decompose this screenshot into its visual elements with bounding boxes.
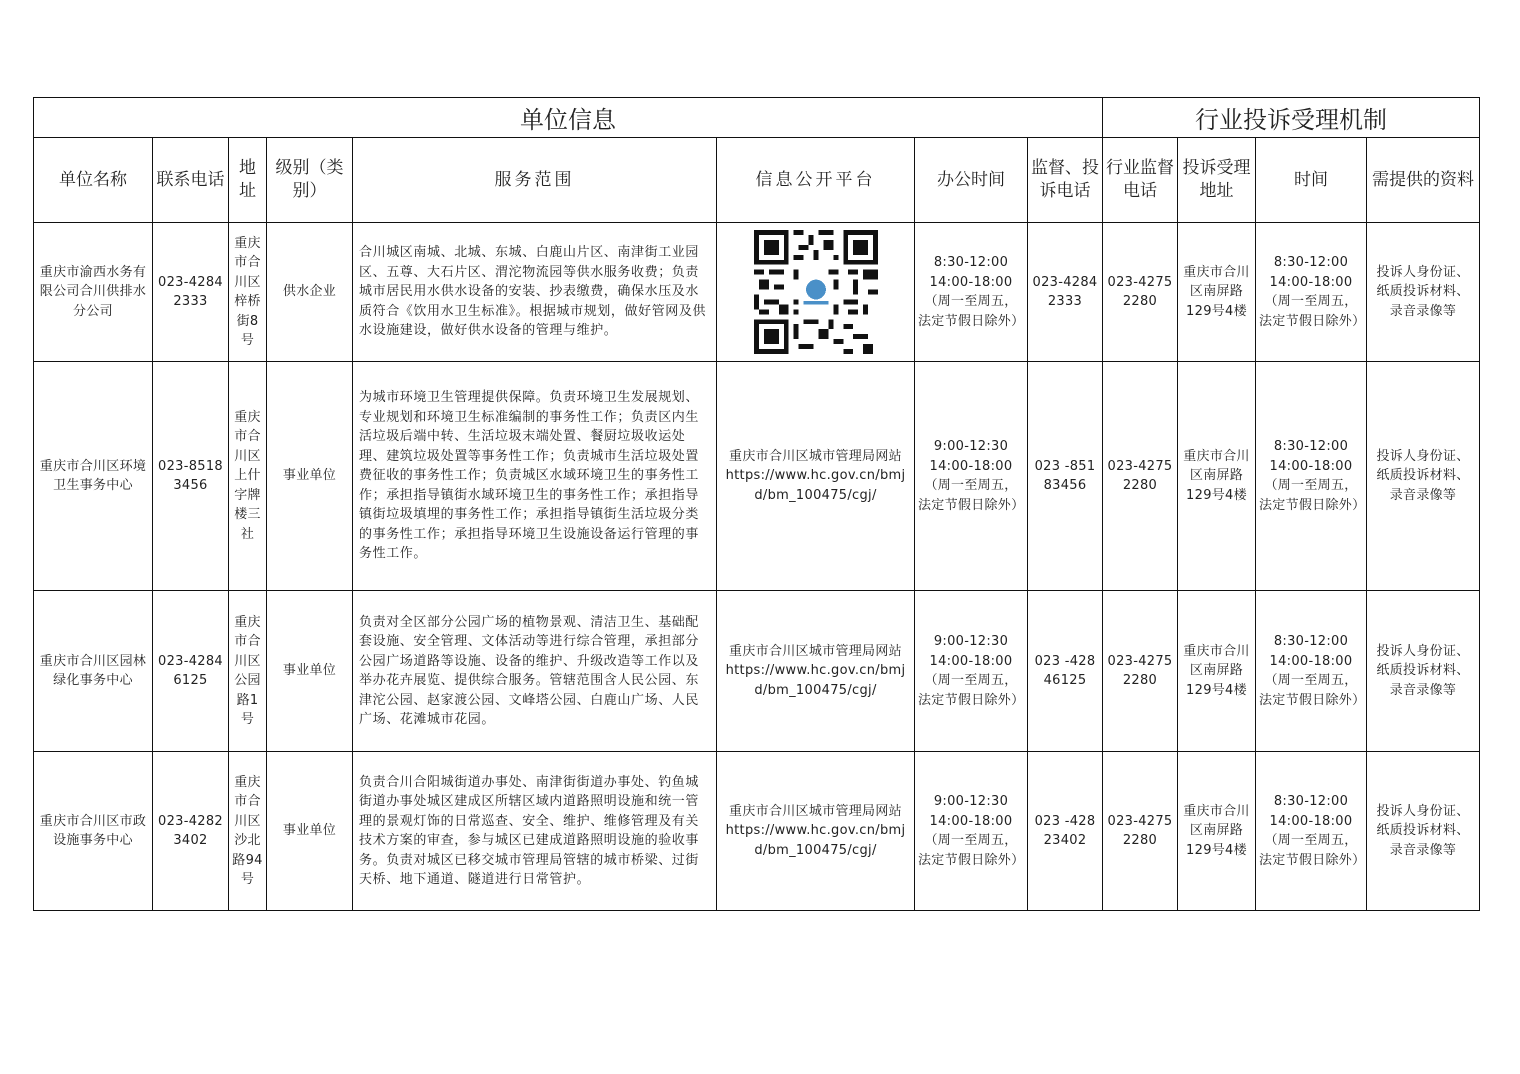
required-materials: 投诉人身份证、纸质投诉材料、录音录像等	[1367, 223, 1480, 362]
required-materials: 投诉人身份证、纸质投诉材料、录音录像等	[1367, 362, 1480, 591]
unit-level: 事业单位	[267, 591, 353, 752]
unit-level: 供水企业	[267, 223, 353, 362]
complaint-time: 8:30-12:00 14:00-18:00 （周一至周五，法定节假日除外）	[1256, 362, 1367, 591]
table-row	[34, 752, 1480, 911]
column-header-level: 级别（类别）	[267, 138, 353, 223]
service-scope: 为城市环境卫生管理提供保障。负责环境卫生发展规划、专业规划和环境卫生标准编制的事务性工作；负责区内生活垃圾后端中转、生活垃圾末端处置、餐厨垃圾收运处理、建筑垃圾处置等事务性工作；负责城市生活垃圾处置费征收的事务性工作；负责城区水域环境卫生的事务性工作；承担指导镇街水域环境卫生的事务性工作；承担指导镇街垃圾填埋的事务性工作；承担指导镇街生活垃圾分类的事务性工作；承担指导环境卫生设施设备运行管理的事务性工作。	[353, 362, 717, 591]
column-header-supervision-phone: 监督、投诉电话	[1028, 138, 1103, 223]
office-hours: 9:00-12:30 14:00-18:00 （周一至周五，法定节假日除外）	[915, 752, 1028, 911]
column-header-phone: 联系电话	[153, 138, 229, 223]
column-header-industry-phone: 行业监督电话	[1103, 138, 1178, 223]
unit-name: 重庆市合川区园林绿化事务中心	[34, 591, 153, 752]
service-scope: 负责合川合阳城街道办事处、南津街街道办事处、钓鱼城街道办事处城区建成区所辖区域内道路照明设施和统一管理的景观灯饰的日常巡查、安全、维护、维修管理及有关技术方案的审查，参与城区已建成道路照明设施的验收事务。负责对城区已移交城市管理局管辖的城市桥梁、过街天桥、地下通道、隧道进行日常管护。	[353, 752, 717, 911]
office-hours: 9:00-12:30 14:00-18:00 （周一至周五，法定节假日除外）	[915, 362, 1028, 591]
complaint-address: 重庆市合川区南屏路129号4楼	[1178, 223, 1256, 362]
info-platform-link[interactable]: 重庆市合川区城市管理局网站 https://www.hc.gov.cn/bmjd/bm_100475/cgj/	[717, 591, 915, 752]
complaint-time: 8:30-12:00 14:00-18:00 （周一至周五，法定节假日除外）	[1256, 752, 1367, 911]
table-row	[34, 362, 1480, 591]
column-header-time: 时间	[1256, 138, 1367, 223]
required-materials: 投诉人身份证、纸质投诉材料、录音录像等	[1367, 752, 1480, 911]
column-header-scope: 服务范围	[353, 138, 717, 223]
complaint-address: 重庆市合川区南屏路129号4楼	[1178, 362, 1256, 591]
column-header-materials: 需提供的资料	[1367, 138, 1480, 223]
qr-code-icon	[754, 230, 878, 354]
supervision-phone: 023 -42823402	[1028, 752, 1103, 911]
unit-address: 重庆市合川区沙北路94号	[229, 752, 267, 911]
column-header-name: 单位名称	[34, 138, 153, 223]
group-header-unit-info: 单位信息	[34, 98, 1103, 138]
supervision-phone: 023 -42846125	[1028, 591, 1103, 752]
unit-phone: 023-42823402	[153, 752, 229, 911]
required-materials: 投诉人身份证、纸质投诉材料、录音录像等	[1367, 591, 1480, 752]
unit-info-table	[33, 97, 1480, 911]
unit-address: 重庆市合川区上什字牌楼三社	[229, 362, 267, 591]
office-hours: 8:30-12:00 14:00-18:00 （周一至周五，法定节假日除外）	[915, 223, 1028, 362]
column-header-platform: 信息公开平台	[717, 138, 915, 223]
unit-level: 事业单位	[267, 362, 353, 591]
complaint-address: 重庆市合川区南屏路129号4楼	[1178, 591, 1256, 752]
table-row	[34, 223, 1480, 362]
group-header-complaint: 行业投诉受理机制	[1103, 98, 1480, 138]
unit-name: 重庆市合川区市政设施事务中心	[34, 752, 153, 911]
industry-supervision-phone: 023-42752280	[1103, 362, 1178, 591]
service-scope: 负责对全区部分公园广场的植物景观、清洁卫生、基础配套设施、安全管理、文体活动等进行综合管理，承担部分公园广场道路等设施、设备的维护、升级改造等工作以及举办花卉展览、提供综合服务。管辖范围含人民公园、东津沱公园、赵家渡公园、文峰塔公园、白鹿山广场、人民广场、花滩城市花园。	[353, 591, 717, 752]
complaint-time: 8:30-12:00 14:00-18:00 （周一至周五，法定节假日除外）	[1256, 223, 1367, 362]
industry-supervision-phone: 023-42752280	[1103, 752, 1178, 911]
unit-address: 重庆市合川区梓桥街8号	[229, 223, 267, 362]
column-header-address: 地址	[229, 138, 267, 223]
unit-name: 重庆市合川区环境卫生事务中心	[34, 362, 153, 591]
supervision-phone: 023 -85183456	[1028, 362, 1103, 591]
complaint-address: 重庆市合川区南屏路129号4楼	[1178, 752, 1256, 911]
industry-supervision-phone: 023-42752280	[1103, 223, 1178, 362]
table-row	[34, 591, 1480, 752]
info-platform-link[interactable]: 重庆市合川区城市管理局网站 https://www.hc.gov.cn/bmjd/bm_100475/cgj/	[717, 752, 915, 911]
unit-phone: 023-42846125	[153, 591, 229, 752]
info-platform-link[interactable]: 重庆市合川区城市管理局网站 https://www.hc.gov.cn/bmjd/bm_100475/cgj/	[717, 362, 915, 591]
industry-supervision-phone: 023-42752280	[1103, 591, 1178, 752]
office-hours: 9:00-12:30 14:00-18:00 （周一至周五，法定节假日除外）	[915, 591, 1028, 752]
unit-phone: 023-42842333	[153, 223, 229, 362]
info-platform-qr	[717, 223, 915, 362]
column-header-complaint-address: 投诉受理地址	[1178, 138, 1256, 223]
unit-phone: 023-85183456	[153, 362, 229, 591]
service-scope: 合川城区南城、北城、东城、白鹿山片区、南津街工业园区、五尊、大石片区、渭沱物流园等供水服务收费；负责城市居民用水供水设备的安装、抄表缴费，确保水压及水质符合《饮用水卫生标准》。根据城市规划，做好管网及供水设施建设，做好供水设备的管理与维护。	[353, 223, 717, 362]
unit-level: 事业单位	[267, 752, 353, 911]
complaint-time: 8:30-12:00 14:00-18:00 （周一至周五，法定节假日除外）	[1256, 591, 1367, 752]
unit-name: 重庆市渝西水务有限公司合川供排水分公司	[34, 223, 153, 362]
column-header-hours: 办公时间	[915, 138, 1028, 223]
unit-address: 重庆市合川区公园路1号	[229, 591, 267, 752]
supervision-phone: 023-42842333	[1028, 223, 1103, 362]
